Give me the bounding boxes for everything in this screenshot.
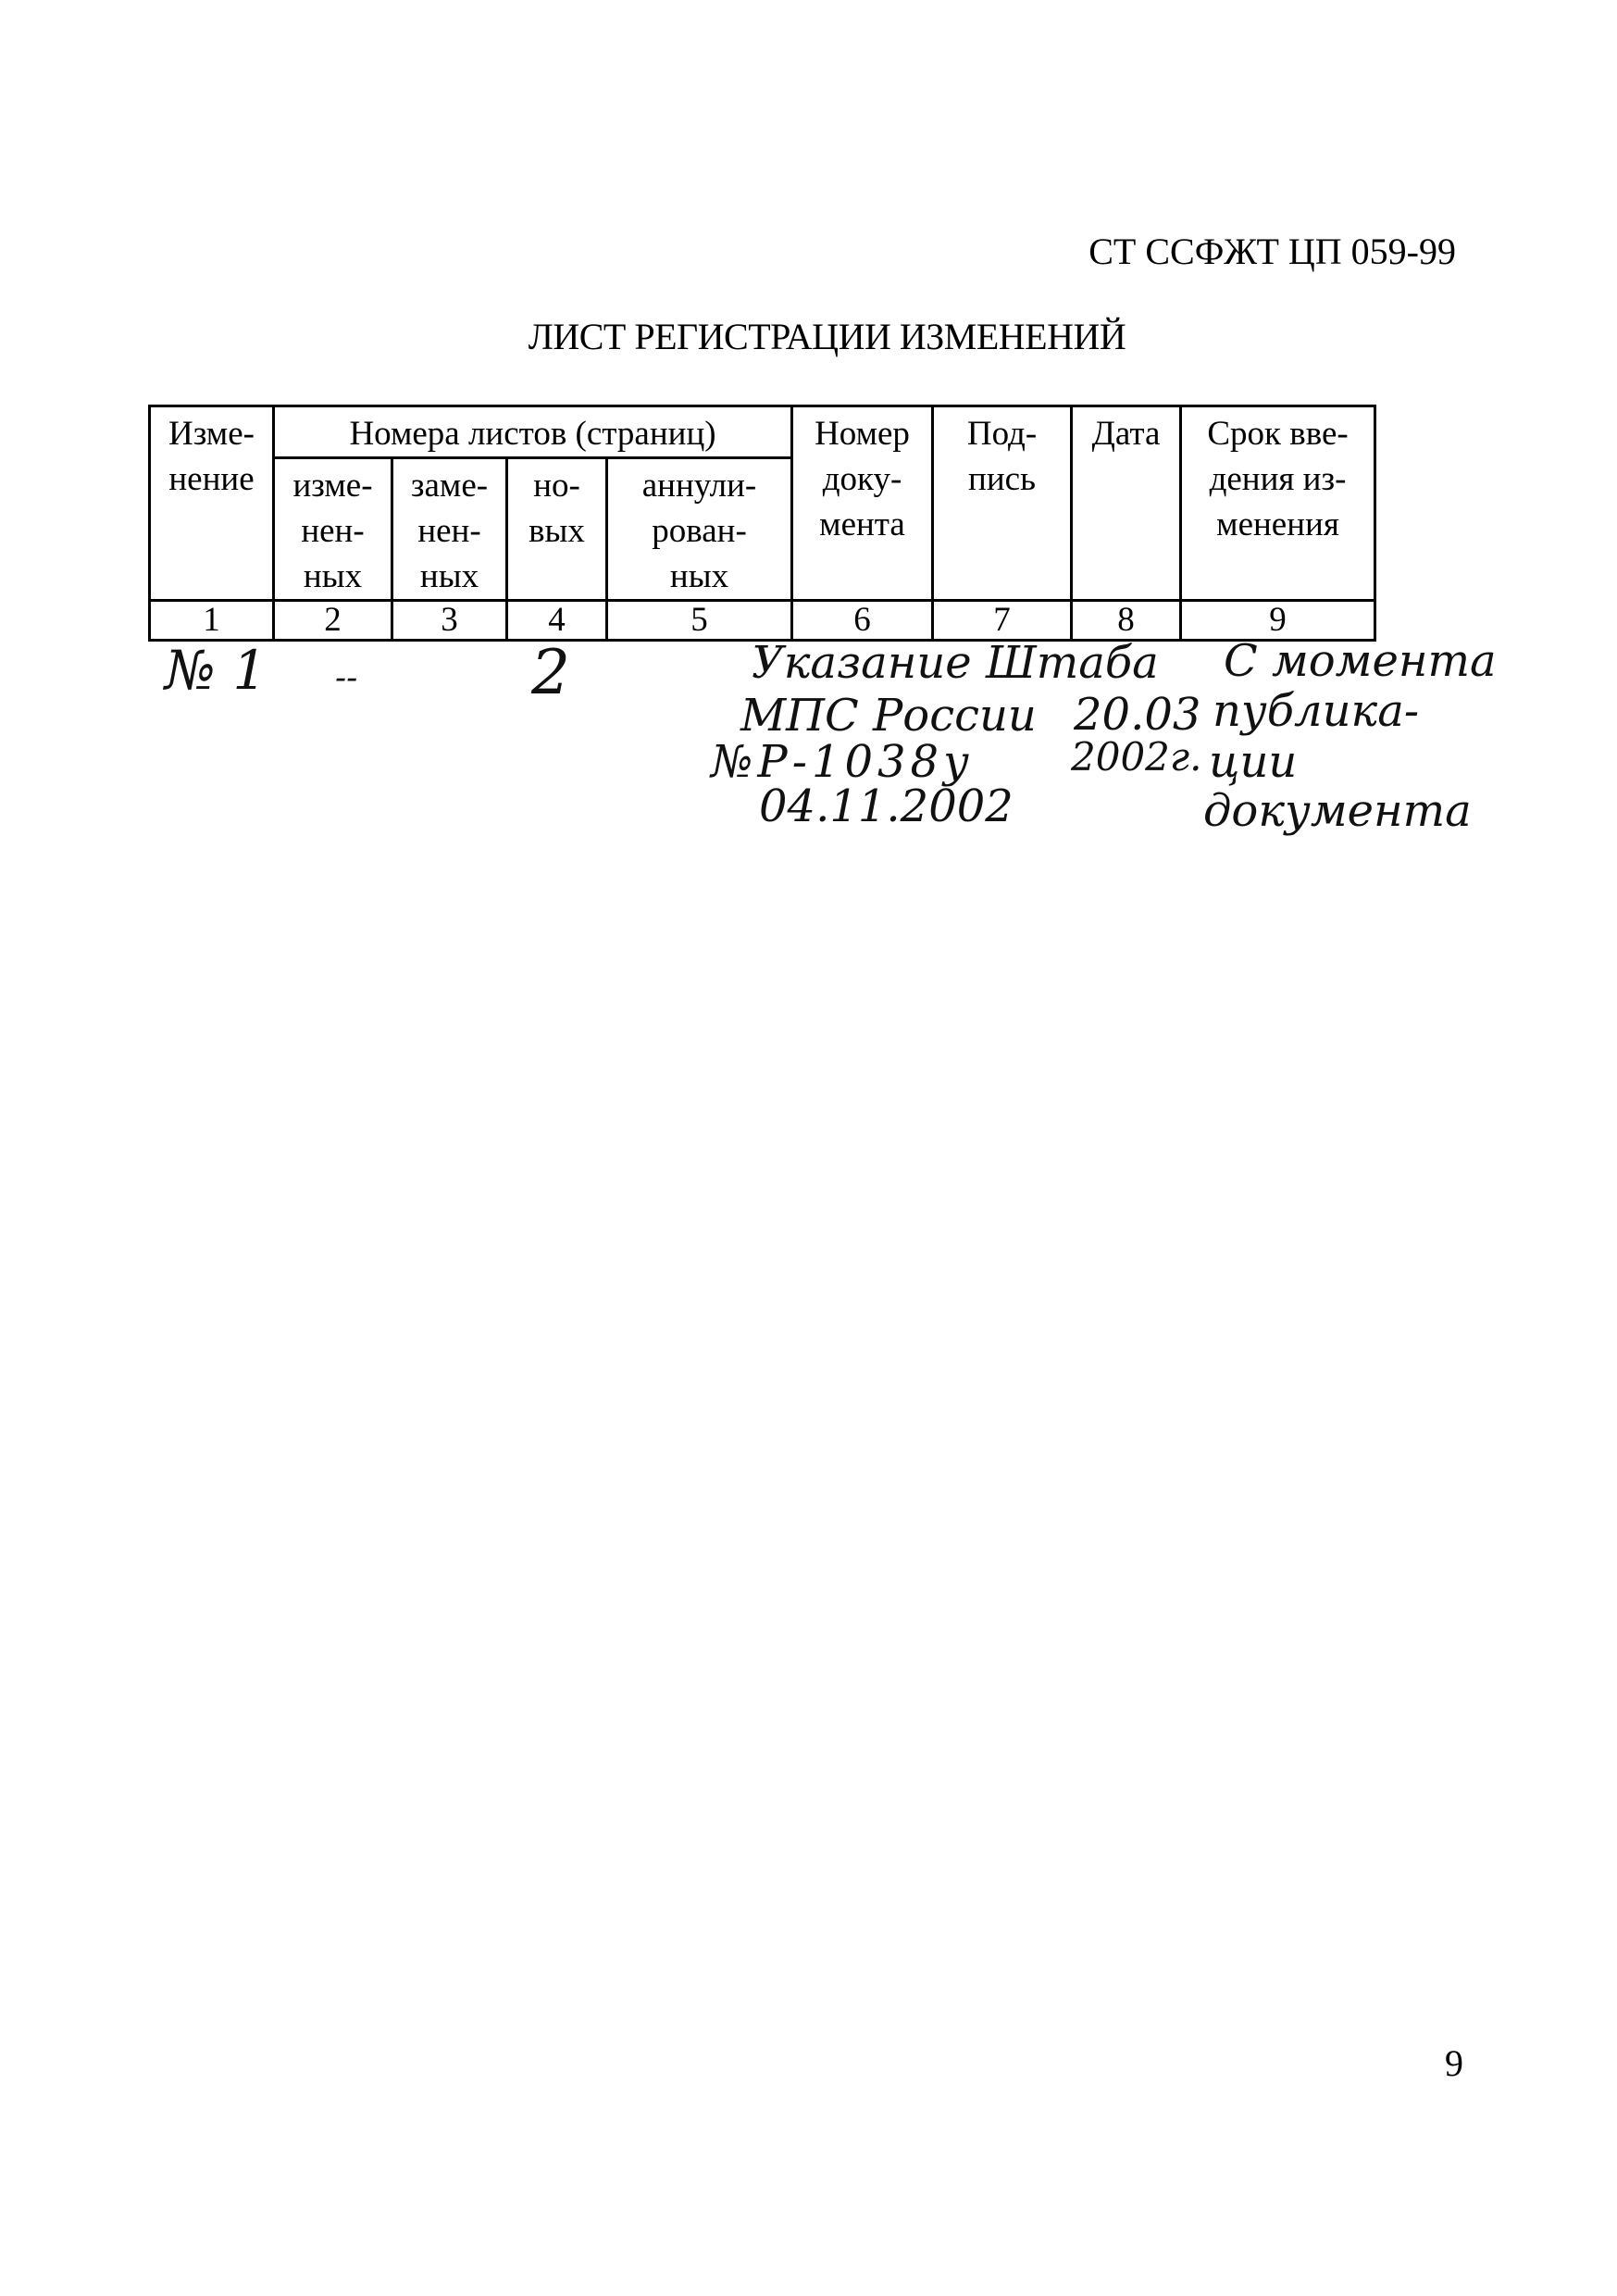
column-number: 7 bbox=[933, 601, 1072, 641]
header-row-1 bbox=[150, 406, 1375, 458]
header-signature: Под- пись bbox=[933, 406, 1072, 601]
header-new: но- вых bbox=[507, 458, 607, 601]
header-sheet-numbers: Номера листов (страниц) bbox=[274, 406, 792, 458]
column-number: 5 bbox=[607, 601, 792, 641]
handwritten-doc-line: 04.11.2002 bbox=[759, 780, 1014, 832]
handwritten-date-line: 2002г. bbox=[1071, 734, 1202, 780]
handwritten-term-line: С момента bbox=[1224, 635, 1497, 687]
handwritten-term-line: ции bbox=[1209, 736, 1298, 788]
column-number: 8 bbox=[1072, 601, 1181, 641]
handwritten-doc-line: №Р-1038у bbox=[711, 736, 974, 788]
header-date: Дата bbox=[1072, 406, 1181, 601]
page-title-text: ЛИСТ РЕГИСТРАЦИИ ИЗМЕНЕНИЙ bbox=[528, 316, 1126, 357]
column-number-row bbox=[150, 601, 1375, 641]
header-change: Изме- нение bbox=[150, 406, 274, 601]
handwritten-change-number: № 1 bbox=[165, 639, 267, 702]
column-number: 3 bbox=[392, 601, 507, 641]
document-code: СТ ССФЖТ ЦП 059-99 bbox=[1088, 231, 1456, 272]
page-title bbox=[0, 315, 1617, 358]
column-number: 1 bbox=[150, 601, 274, 641]
handwritten-date-line: 20.03 bbox=[1074, 689, 1201, 741]
handwritten-term-line: документа bbox=[1203, 785, 1472, 837]
header-changed: изме- нен- ных bbox=[274, 458, 392, 601]
handwritten-changed-sheets: -- bbox=[335, 659, 358, 697]
column-number: 4 bbox=[507, 601, 607, 641]
header-replaced: заме- нен- ных bbox=[392, 458, 507, 601]
column-number: 2 bbox=[274, 601, 392, 641]
column-number: 6 bbox=[792, 601, 933, 641]
handwritten-doc-line: МПС России bbox=[740, 690, 1037, 742]
handwritten-term-line: публика- bbox=[1213, 685, 1420, 737]
header-term: Срок вве- дения из- менения bbox=[1181, 406, 1375, 601]
change-registration-table bbox=[148, 405, 1376, 642]
header-annulled: аннули- рован- ных bbox=[607, 458, 792, 601]
page-number: 9 bbox=[1445, 2042, 1463, 2084]
header-doc-number: Номер доку- мента bbox=[792, 406, 933, 601]
handwritten-doc-line: Указание Штаба bbox=[752, 637, 1159, 689]
handwritten-new-sheets: 2 bbox=[531, 637, 570, 708]
column-number: 9 bbox=[1181, 601, 1375, 641]
